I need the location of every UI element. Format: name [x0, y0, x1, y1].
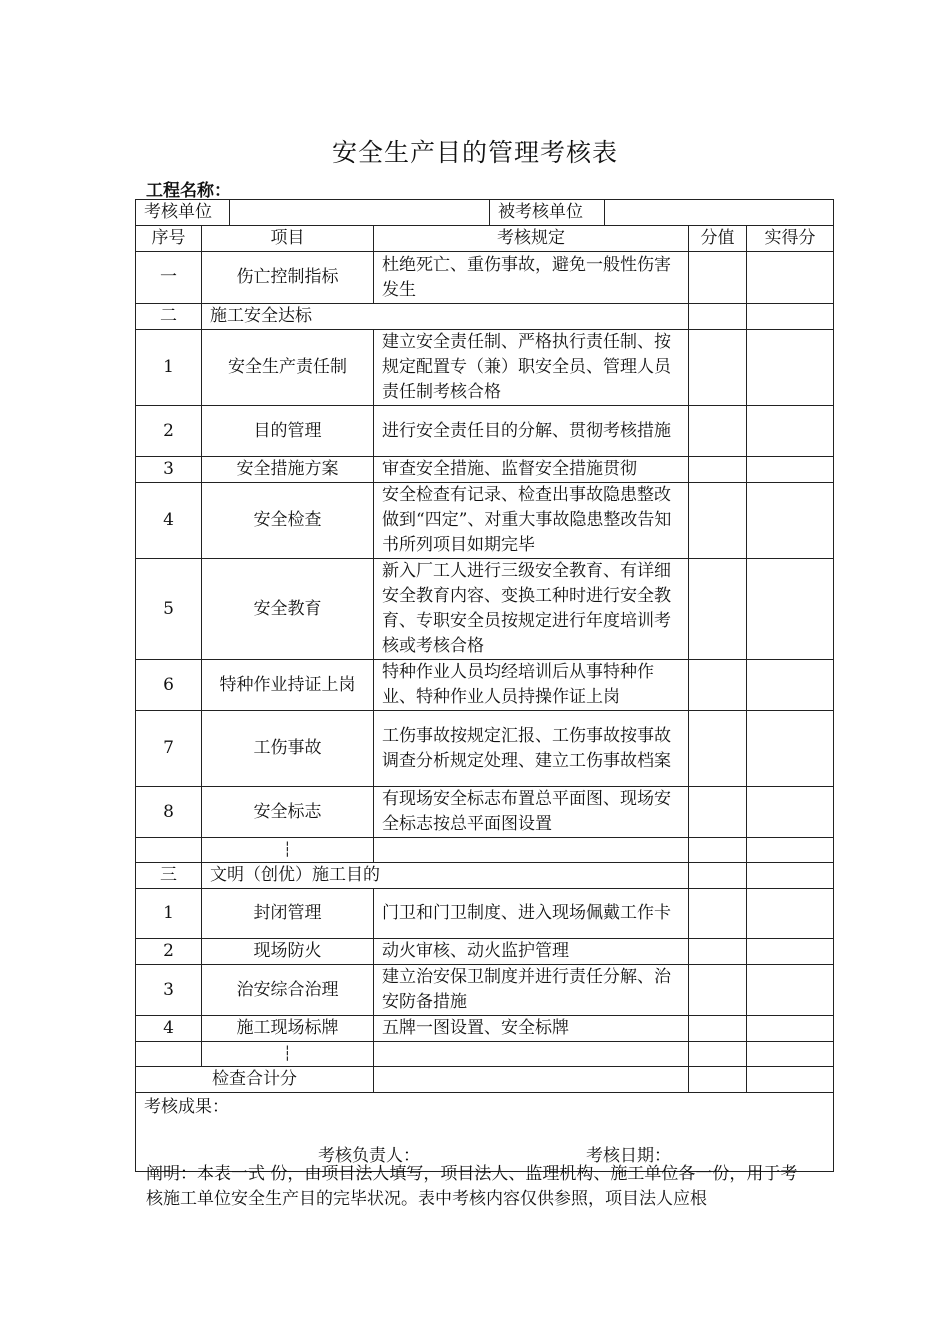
col-header-score: 分值 — [689, 226, 747, 252]
table-row — [136, 711, 834, 787]
section-title: 施工安全达标 — [202, 304, 689, 330]
project-name-label: 工程名称： — [146, 181, 231, 201]
actual-score-cell[interactable] — [747, 889, 834, 939]
result-row — [136, 1093, 834, 1172]
page-title: 安全生产目的管理考核表 — [331, 138, 618, 167]
row-rule — [374, 838, 689, 863]
row-rule: 新入厂工人进行三级安全教育、有详细安全教育内容、变换工种时进行安全教育、专职安全员按规定进行年度培训考核或考核合格 — [374, 559, 689, 660]
section-no: 二 — [136, 304, 202, 330]
total-row — [136, 1067, 834, 1093]
row-item: ┆ — [202, 1042, 374, 1067]
actual-score-cell[interactable] — [747, 660, 834, 711]
section-no: 三 — [136, 863, 202, 889]
table-row — [136, 838, 834, 863]
score-cell[interactable] — [689, 1042, 747, 1067]
table-row — [136, 1016, 834, 1042]
actual-score-cell[interactable] — [747, 1016, 834, 1042]
row-no: 5 — [136, 559, 202, 660]
column-header-row — [136, 226, 834, 252]
score-cell[interactable] — [689, 1016, 747, 1042]
row-rule: 审查安全措施、监督安全措施贯彻 — [374, 457, 689, 483]
row-no: 4 — [136, 483, 202, 559]
actual-score-cell[interactable] — [747, 457, 834, 483]
actual-score-cell[interactable] — [747, 406, 834, 457]
row-rule: 进行安全责任目的分解、贯彻考核措施 — [374, 406, 689, 457]
actual-score-cell[interactable] — [747, 939, 834, 965]
score-cell[interactable] — [689, 939, 747, 965]
row-rule: 门卫和门卫制度、进入现场佩戴工作卡 — [374, 889, 689, 939]
table-row — [136, 660, 834, 711]
row-no: 3 — [136, 965, 202, 1016]
section-row — [136, 304, 834, 330]
assessee-unit-field[interactable] — [605, 200, 834, 226]
row-item: 封闭管理 — [202, 889, 374, 939]
row-item: 目的管理 — [202, 406, 374, 457]
row-item: 施工现场标牌 — [202, 1016, 374, 1042]
row-item: 安全标志 — [202, 787, 374, 838]
actual-score-cell[interactable] — [747, 1042, 834, 1067]
row-no: 7 — [136, 711, 202, 787]
table-row — [136, 406, 834, 457]
row-no — [136, 838, 202, 863]
score-cell[interactable] — [689, 559, 747, 660]
score-cell[interactable] — [689, 330, 747, 406]
actual-score-cell[interactable] — [747, 711, 834, 787]
total-score-cell[interactable] — [689, 1067, 747, 1093]
actual-score-cell[interactable] — [747, 863, 834, 889]
row-rule: 五牌一图设置、安全标牌 — [374, 1016, 689, 1042]
row-no: 2 — [136, 939, 202, 965]
row-rule: 杜绝死亡、重伤事故，避免一般性伤害发生 — [374, 252, 689, 304]
score-cell[interactable] — [689, 406, 747, 457]
row-no: 一 — [136, 252, 202, 304]
row-item: 安全检查 — [202, 483, 374, 559]
total-label: 检查合计分 — [136, 1067, 374, 1093]
row-no: 1 — [136, 889, 202, 939]
table-row — [136, 939, 834, 965]
row-item: 现场防火 — [202, 939, 374, 965]
col-header-rule: 考核规定 — [374, 226, 689, 252]
table-row — [136, 483, 834, 559]
row-no: 2 — [136, 406, 202, 457]
row-item: 治安综合治理 — [202, 965, 374, 1016]
table-row — [136, 787, 834, 838]
table-row — [136, 252, 834, 304]
assessor-unit-label: 考核单位 — [136, 200, 230, 226]
row-rule: 动火审核、动火监护管理 — [374, 939, 689, 965]
result-cell[interactable] — [136, 1093, 834, 1172]
score-cell[interactable] — [689, 711, 747, 787]
row-rule: 安全检查有记录、检查出事故隐患整改做到“四定”、对重大事故隐患整改告知书所列项目如期完毕 — [374, 483, 689, 559]
actual-score-cell[interactable] — [747, 252, 834, 304]
actual-score-cell[interactable] — [747, 965, 834, 1016]
table-row — [136, 965, 834, 1016]
row-rule: 建立安全责任制、严格执行责任制、按规定配置专（兼）职安全员、管理人员责任制考核合格 — [374, 330, 689, 406]
table-row — [136, 889, 834, 939]
row-no: 8 — [136, 787, 202, 838]
row-rule: 有现场安全标志布置总平面图、现场安全标志按总平面图设置 — [374, 787, 689, 838]
col-header-item: 项目 — [202, 226, 374, 252]
row-item: 安全生产责任制 — [202, 330, 374, 406]
col-header-no: 序号 — [136, 226, 202, 252]
row-rule — [374, 1042, 689, 1067]
total-value[interactable] — [374, 1067, 689, 1093]
score-cell[interactable] — [689, 660, 747, 711]
actual-score-cell[interactable] — [747, 559, 834, 660]
row-rule: 特种作业人员均经培训后从事特种作业、特种作业人员持操作证上岗 — [374, 660, 689, 711]
section-title: 文明（创优）施工目的 — [202, 863, 689, 889]
score-cell[interactable] — [689, 965, 747, 1016]
table-row — [136, 1042, 834, 1067]
footnote: 阐明：本表一式 份，由项目法人填写，项目法人、监理机构、施工单位各一份，用于考核施工单位安全生产目的完毕状况。表中考核内容仅供参照，项目法人应根 — [146, 1164, 798, 1209]
section-row — [136, 863, 834, 889]
result-label: 考核成果： — [144, 1097, 229, 1117]
assessor-unit-field[interactable] — [230, 200, 490, 226]
assessment-table — [135, 199, 834, 1172]
row-no: 3 — [136, 457, 202, 483]
actual-score-cell[interactable] — [747, 483, 834, 559]
row-no — [136, 1042, 202, 1067]
row-no: 1 — [136, 330, 202, 406]
score-cell[interactable] — [689, 863, 747, 889]
score-cell[interactable] — [689, 787, 747, 838]
score-cell[interactable] — [689, 304, 747, 330]
row-rule: 建立治安保卫制度并进行责任分解、治安防备措施 — [374, 965, 689, 1016]
row-item: 工伤事故 — [202, 711, 374, 787]
row-no: 6 — [136, 660, 202, 711]
score-cell[interactable] — [689, 889, 747, 939]
score-cell[interactable] — [689, 457, 747, 483]
row-item: 特种作业持证上岗 — [202, 660, 374, 711]
score-cell[interactable] — [689, 252, 747, 304]
actual-score-cell[interactable] — [747, 330, 834, 406]
responsible-label: 考核负责人： — [318, 1146, 420, 1166]
actual-score-cell[interactable] — [747, 838, 834, 863]
date-label: 考核日期： — [586, 1146, 671, 1166]
table-row — [136, 559, 834, 660]
assessee-unit-label: 被考核单位 — [490, 200, 605, 226]
actual-score-cell[interactable] — [747, 787, 834, 838]
row-no: 4 — [136, 1016, 202, 1042]
score-cell[interactable] — [689, 483, 747, 559]
row-item: 安全教育 — [202, 559, 374, 660]
actual-score-cell[interactable] — [747, 304, 834, 330]
row-item: ┆ — [202, 838, 374, 863]
row-item: 伤亡控制指标 — [202, 252, 374, 304]
unit-row — [136, 200, 834, 226]
table-row — [136, 457, 834, 483]
row-item: 安全措施方案 — [202, 457, 374, 483]
score-cell[interactable] — [689, 838, 747, 863]
table-row — [136, 330, 834, 406]
row-rule: 工伤事故按规定汇报、工伤事故按事故调查分析规定处理、建立工伤事故档案 — [374, 711, 689, 787]
total-actual-cell[interactable] — [747, 1067, 834, 1093]
col-header-actual: 实得分 — [747, 226, 834, 252]
